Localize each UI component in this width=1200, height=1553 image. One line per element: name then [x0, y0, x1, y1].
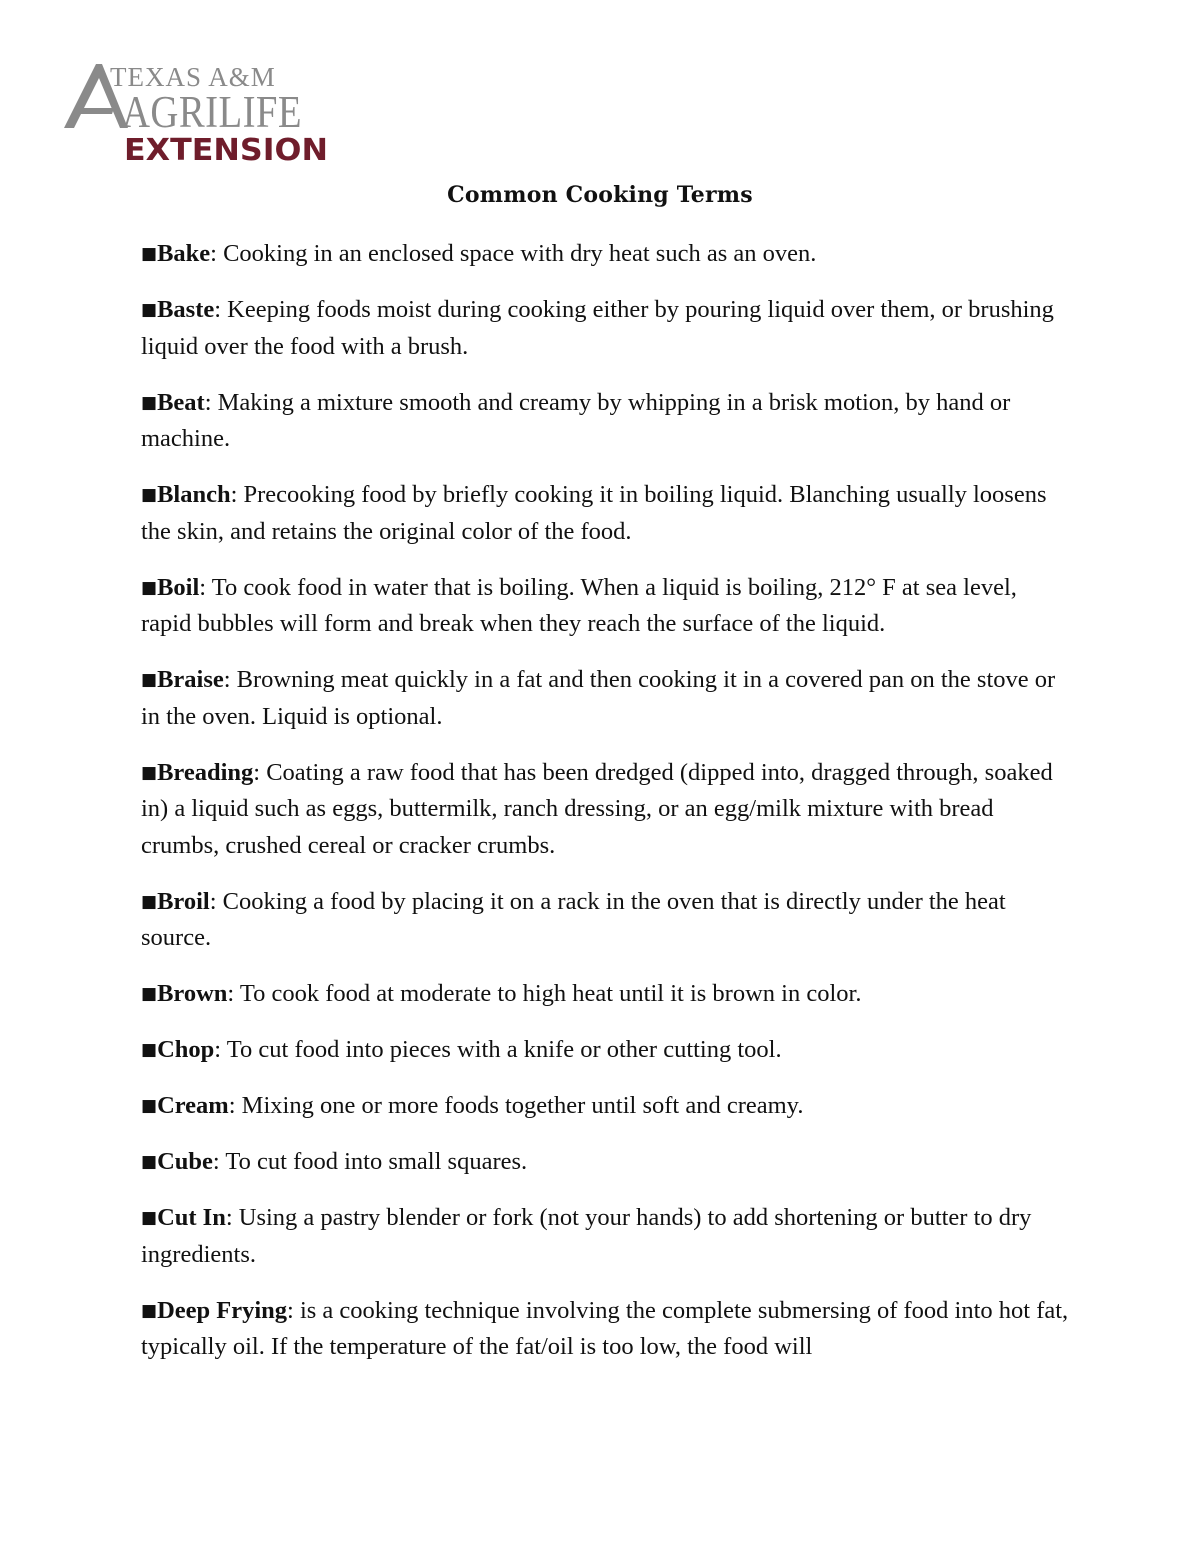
term-definition: : Cooking in an enclosed space with dry heat such as an oven. [210, 240, 817, 267]
term-entry [141, 884, 1071, 957]
term-name: Blanch [157, 481, 231, 508]
term-entry [141, 1088, 1071, 1125]
bullet-square-icon: ■ [141, 1040, 158, 1060]
term-definition: : Using a pastry blender or fork (not your hands) to add shortening or butter to dry ingredients. [141, 1204, 1032, 1268]
term-definition: : Coating a raw food that has been dredged (dipped into, dragged through, soaked in) a liquid such as eggs, buttermilk, ranch dressing, or an egg/milk mixture with bread crumbs, crushed cereal or cracker crumbs. [141, 758, 1053, 859]
bullet-square-icon: ■ [141, 577, 158, 598]
term-definition: : Mixing one or more foods together until soft and creamy. [228, 1092, 804, 1119]
bullet-square-icon: ■ [141, 392, 158, 413]
term-definition: : To cut food into small squares. [212, 1148, 528, 1175]
term-name: Deep Frying [157, 1296, 288, 1324]
logo-a-crossbar [78, 108, 114, 114]
bullet-square-icon: ■ [141, 984, 158, 1004]
term-definition: : Browning meat quickly in a fat and then cooking it in a covered pan on the stove or in the oven. Liquid is optional. [141, 666, 1056, 730]
term-entry [141, 1200, 1071, 1273]
term-name: Cube [157, 1148, 213, 1175]
term-name: Bake [157, 240, 211, 267]
term-definition: : To cook food at moderate to high heat until it is brown in color. [227, 980, 862, 1007]
term-name: Breading [157, 758, 254, 786]
bullet-square-icon: ■ [141, 670, 158, 690]
term-entry [141, 662, 1071, 735]
term-name: Braise [157, 666, 224, 693]
bullet-square-icon: ■ [141, 300, 158, 320]
term-definition: : To cut food into pieces with a knife or other cutting tool. [214, 1036, 782, 1063]
term-definition: : Precooking food by briefly cooking it in boiling liquid. Blanching usually loosens the skin, and retains the original color of the food. [141, 481, 1047, 545]
logo-graphic [62, 58, 352, 168]
term-entry [141, 292, 1071, 365]
term-name: Chop [157, 1036, 215, 1063]
cooking-terms-list [141, 236, 1071, 1385]
logo-line-agrilife: AGRILIFE [122, 87, 302, 137]
term-definition: : Making a mixture smooth and creamy by whipping in a brisk motion, by hand or machine. [141, 388, 1011, 452]
term-name: Boil [157, 573, 200, 601]
page-title: Common Cooking Terms [447, 182, 753, 208]
term-name: Brown [157, 980, 228, 1007]
term-entry [141, 385, 1071, 458]
logo-line-extension: EXTENSION [124, 133, 328, 168]
bullet-square-icon: ■ [141, 485, 158, 505]
term-definition: : Cooking a food by placing it on a rack in the oven that is directly under the heat source. [141, 887, 1006, 951]
term-definition: : To cook food in water that is boiling. When a liquid is boiling, 212° F at sea level, rapid bubbles will form and break when they reach the surface of the liquid. [141, 573, 1017, 637]
bullet-square-icon: ■ [141, 1096, 158, 1116]
term-entry [141, 1032, 1071, 1069]
term-definition: : Keeping foods moist during cooking either by pouring liquid over them, or brushing liquid over the food with a brush. [141, 296, 1054, 360]
bullet-square-icon: ■ [141, 891, 158, 912]
term-name: Broil [157, 887, 210, 915]
term-entry [141, 976, 1071, 1013]
term-name: Beat [157, 388, 205, 416]
bullet-square-icon: ■ [141, 1152, 158, 1172]
agrilife-extension-logo [62, 58, 352, 168]
term-entry [141, 1144, 1071, 1181]
term-entry [141, 236, 1071, 273]
bullet-square-icon: ■ [141, 1208, 158, 1228]
bullet-square-icon: ■ [141, 762, 158, 783]
term-name: Cream [157, 1092, 229, 1119]
term-entry [141, 477, 1071, 550]
bullet-square-icon: ■ [141, 1300, 158, 1321]
term-entry [141, 570, 1071, 643]
term-entry [141, 1293, 1071, 1366]
term-name: Cut In [157, 1204, 226, 1231]
term-name: Baste [157, 296, 215, 323]
term-entry [141, 755, 1071, 865]
logo-line-texas-am: TEXAS A&M [110, 62, 276, 92]
bullet-square-icon: ■ [141, 244, 158, 264]
term-definition: : is a cooking technique involving the complete submersing of food into hot fat, typically oil. If the temperature of the fat/oil is too low, the food will [141, 1296, 1069, 1360]
